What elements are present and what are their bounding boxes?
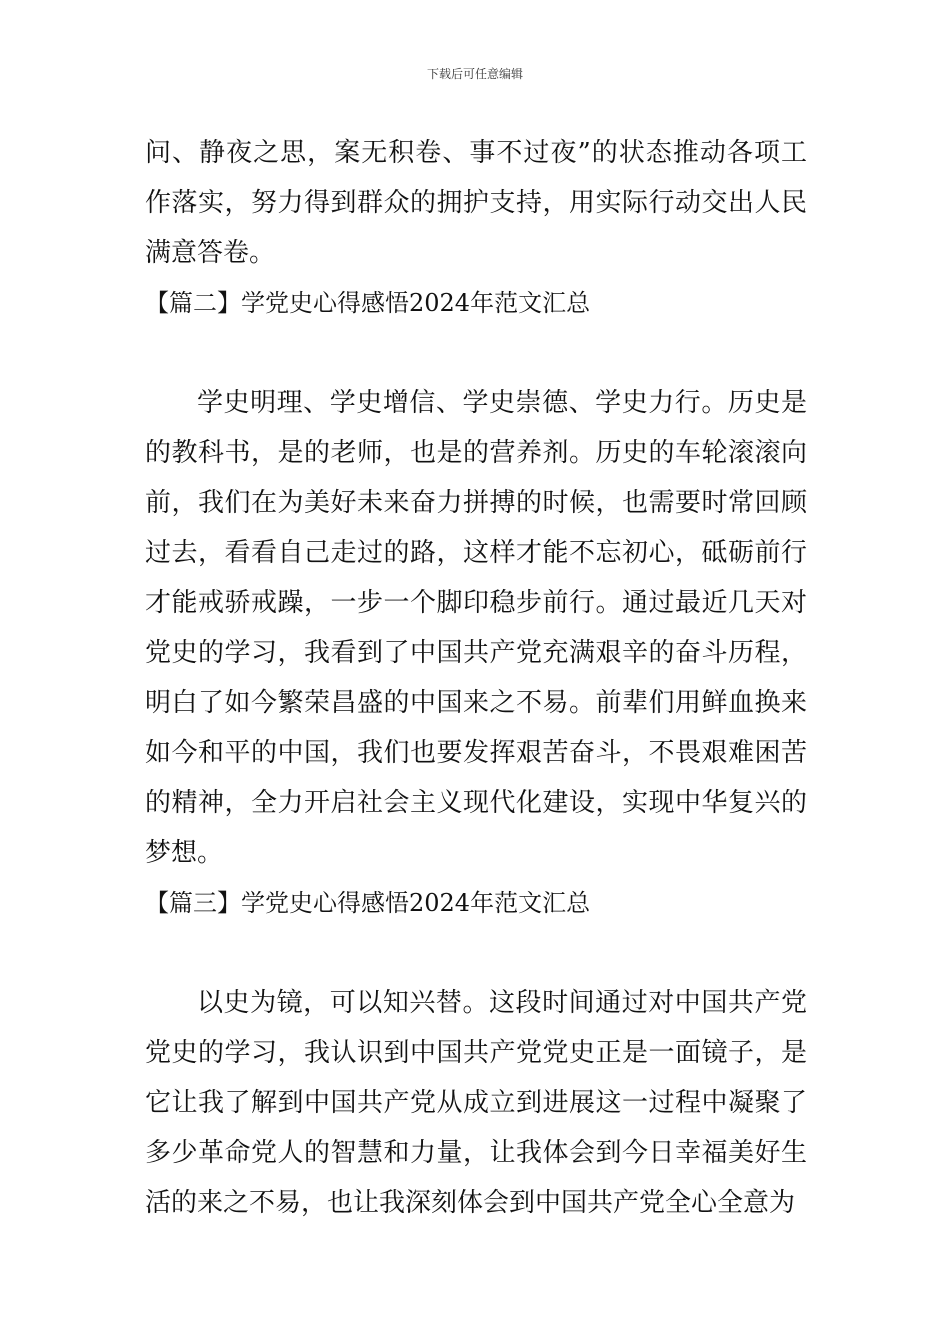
paragraph-section-3: 以史为镜，可以知兴替。这段时间通过对中国共产党党史的学习，我认识到中国共产党党史正是一面镜子，是它让我了解到中国共产党从成立到进展这一过程中凝聚了多少革命党人的智慧和力量，让我体会到今日幸福美好生活的来之不易，也让我深刻体会到中国共产党全心全意为 [145,988,807,1218]
document-body [145,128,807,1228]
blank-line [145,328,807,378]
page-header: 下载后可任意编辑 [426,67,523,81]
paragraph-section-2: 学史明理、学史增信、学史崇德、学史力行。历史是的教科书，是的老师，也是的营养剂。历史的车轮滚滚向前，我们在为美好未来奋力拼搏的时候，也需要时常回顾过去，看看自己走过的路，这样才能不忘初心，砥砺前行才能戒骄戒躁，一步一个脚印稳步前行。通过最近几天对党史的学习，我看到了中国共产党充满艰辛的奋斗历程，明白了如今繁荣昌盛的中国来之不易。前辈们用鲜血换来如今和平的中国，我们也要发挥艰苦奋斗，不畏艰难困苦的精神，全力开启社会主义现代化建设，实现中华复兴的梦想。 [145,388,807,868]
section-heading-3: 【篇三】学党史心得感悟2024年范文汇总 [145,889,591,917]
paragraph-continuation: 问、静夜之思，案无积卷、事不过夜”的状态推动各项工作落实，努力得到群众的拥护支持，用实际行动交出人民满意答卷。 [145,138,807,268]
section-heading-2: 【篇二】学党史心得感悟2024年范文汇总 [145,289,591,317]
blank-line [145,928,807,978]
